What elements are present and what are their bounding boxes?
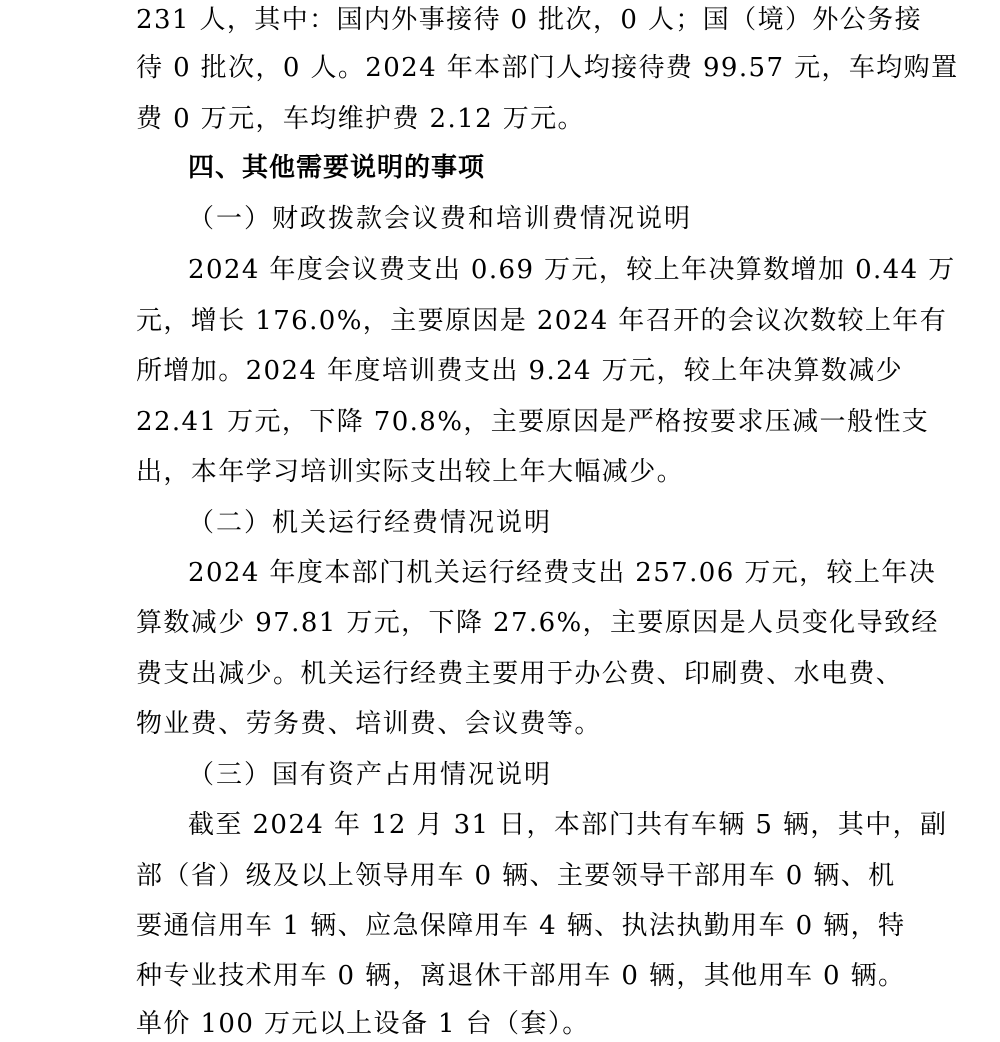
subsection-heading: （一）财政拨款会议费和培训费情况说明 [188,204,693,234]
paragraph-line: 要通信用车 1 辆、应急保障用车 4 辆、执法执勤用车 0 辆，特 [136,911,906,941]
paragraph-line: 待 0 批次，0 人。2024 年本部门人均接待费 99.57 元，车均购置 [136,53,959,83]
paragraph-line: 部（省）级及以上领导用车 0 辆、主要领导干部用车 0 辆、机 [136,861,896,891]
paragraph-line: 22.41 万元，下降 70.8%，主要原因是严格按要求压减一般性支 [136,407,930,437]
paragraph-line: 2024 年度本部门机关运行经费支出 257.06 万元，较上年决 [188,558,937,588]
paragraph-line: 出，本年学习培训实际支出较上年大幅减少。 [136,457,685,487]
paragraph-line: 元，增长 176.0%，主要原因是 2024 年召开的会议次数较上年有 [136,306,948,336]
paragraph-line: 物业费、劳务费、培训费、会议费等。 [136,709,602,739]
paragraph-line: 截至 2024 年 12 月 31 日，本部门共有车辆 5 辆，其中，副 [188,810,948,840]
subsection-heading: （三）国有资产占用情况说明 [188,760,553,790]
paragraph-line: 单价 100 万元以上设备 1 台（套）。 [136,1009,590,1039]
paragraph-line: 种专业技术用车 0 辆，离退休干部用车 0 辆，其他用车 0 辆。 [136,961,906,991]
paragraph-line: 231 人，其中：国内外事接待 0 批次，0 人；国（境）外公务接 [136,5,922,35]
paragraph-line: 算数减少 97.81 万元，下降 27.6%，主要原因是人员变化导致经 [136,608,939,638]
paragraph-line: 所增加。2024 年度培训费支出 9.24 万元，较上年决算数减少 [136,356,904,386]
paragraph-line: 费 0 万元，车均维护费 2.12 万元。 [136,104,585,134]
paragraph-line: 费支出减少。机关运行经费主要用于办公费、印刷费、水电费、 [136,659,904,689]
subsection-heading: （二）机关运行经费情况说明 [188,508,553,538]
section-heading: 四、其他需要说明的事项 [188,153,486,183]
paragraph-line: 2024 年度会议费支出 0.69 万元，较上年决算数增加 0.44 万 [188,255,956,285]
